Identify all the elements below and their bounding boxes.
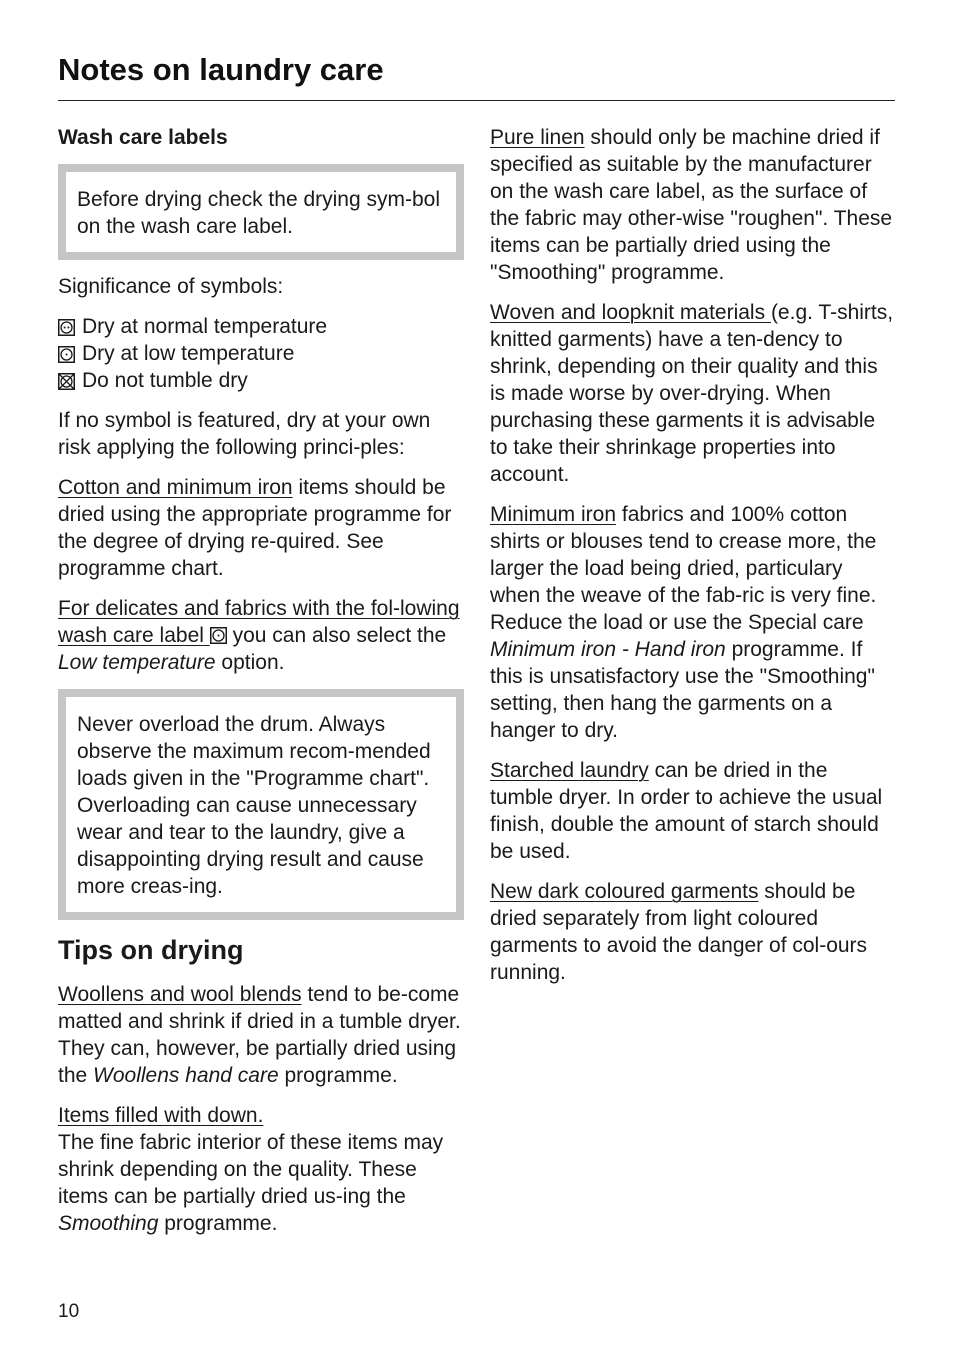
down-paragraph xyxy=(58,1102,464,1237)
dark-garments-paragraph xyxy=(490,878,896,986)
page-number: 10 xyxy=(58,1301,80,1322)
delicates-term: For delicates and fabrics with the fol-lowing wash care label xyxy=(58,597,460,647)
minimum-iron-paragraph xyxy=(490,501,896,744)
note-text: Before drying check the drying sym-bol on the wash care label. xyxy=(77,188,440,238)
dark-garments-term: New dark coloured garments xyxy=(490,880,759,903)
woollens-text: tend to be-come matted and shrink if dried in a tumble dryer. They can, however, be partially dried using the xyxy=(58,983,461,1087)
right-column xyxy=(490,124,896,999)
smoothing-programme: Smoothing xyxy=(58,1212,159,1235)
woollens-paragraph xyxy=(58,981,464,1089)
overload-warning xyxy=(58,689,464,920)
minimum-iron-text: fabrics and 100% cotton shirts or blouses tend to crease more, the larger the load being dried, particulary when the weave of the fab-ric is very fine. Reduce the load or use the Special care xyxy=(490,503,877,634)
linen-term: Pure linen xyxy=(490,126,585,149)
dark-garments-text: should be dried separately from light coloured garments to avoid the danger of col-ours running. xyxy=(490,880,868,984)
tips-heading: Tips on drying xyxy=(58,935,244,965)
down-text: The fine fabric interior of these items may shrink depending on the quality. These items can be partially dried us-ing the xyxy=(58,1131,444,1208)
delicates-text: you can also select the xyxy=(226,624,447,647)
down-term: Items filled with down. xyxy=(58,1104,264,1127)
page-title: Notes on laundry care xyxy=(58,52,384,87)
delicates-text-end: option. xyxy=(215,651,285,674)
drying-symbol-note xyxy=(58,164,464,260)
delicates-paragraph xyxy=(58,595,464,676)
cotton-text: items should be dried using the appropriate programme for the degree of drying re-quired. See programme chart. xyxy=(58,476,452,580)
woollens-text-end: programme. xyxy=(278,1064,398,1087)
symbol-label: Dry at low temperature xyxy=(82,342,295,365)
woollens-term: Woollens and wool blends xyxy=(58,983,302,1006)
tumble-dry-low-icon xyxy=(58,346,75,363)
symbol-list xyxy=(58,313,464,394)
symbol-row xyxy=(58,313,464,340)
symbol-label: Dry at normal temperature xyxy=(82,315,328,338)
symbol-label: Do not tumble dry xyxy=(82,369,248,392)
cotton-term: Cotton and minimum iron xyxy=(58,476,293,499)
minimum-iron-text-end: programme. If this is unsatisfactory use the "Smoothing" setting, then hang the garments on a hanger to dry. xyxy=(490,638,875,742)
low-temperature-option: Low temperature xyxy=(58,651,216,674)
minimum-iron-term: Minimum iron xyxy=(490,503,617,526)
wash-care-heading: Wash care labels xyxy=(58,126,228,149)
starched-paragraph xyxy=(490,757,896,865)
minimum-iron-programme: Minimum iron - Hand iron xyxy=(490,638,726,661)
woven-term: Woven and loopknit materials xyxy=(490,301,771,324)
symbol-row xyxy=(58,367,464,394)
linen-text: should only be machine dried if specified as suitable by the manufacturer on the wash care label, as the surface of the fabric may other-wise "roughen". These items can be partially dried using the "Smoothing" programme. xyxy=(490,126,893,284)
no-symbol-text: If no symbol is featured, dry at your own risk applying the following princi-ples: xyxy=(58,409,431,459)
woollens-programme: Woollens hand care xyxy=(93,1064,279,1087)
starched-term: Starched laundry xyxy=(490,759,649,782)
woven-text: (e.g. T-shirts, knitted garments) have a ten-dency to shrink, depending on their quality and this is made worse by over-drying. When purchasing these garments it is advisable to take their shrinkage properties into account. xyxy=(490,301,894,486)
woven-paragraph xyxy=(490,299,896,488)
symbol-row xyxy=(58,340,464,367)
linen-paragraph xyxy=(490,124,896,286)
significance-text: Significance of symbols: xyxy=(58,275,284,298)
tumble-dry-normal-icon xyxy=(58,319,75,336)
title-rule xyxy=(58,100,895,101)
tumble-dry-low-icon xyxy=(210,627,227,644)
starched-text: can be dried in the tumble dryer. In order to achieve the usual finish, double the amount of starch should be used. xyxy=(490,759,883,863)
down-text-end: programme. xyxy=(158,1212,278,1235)
cotton-paragraph xyxy=(58,474,464,582)
left-column xyxy=(58,122,464,1250)
warning-text: Never overload the drum. Always observe the maximum recom-mended loads given in the "Programme chart". Overloading can cause unnecessary wear and tear to the laundry, give a disappointing drying result and cause more creas-ing. xyxy=(77,713,431,898)
do-not-tumble-dry-icon xyxy=(58,373,75,390)
